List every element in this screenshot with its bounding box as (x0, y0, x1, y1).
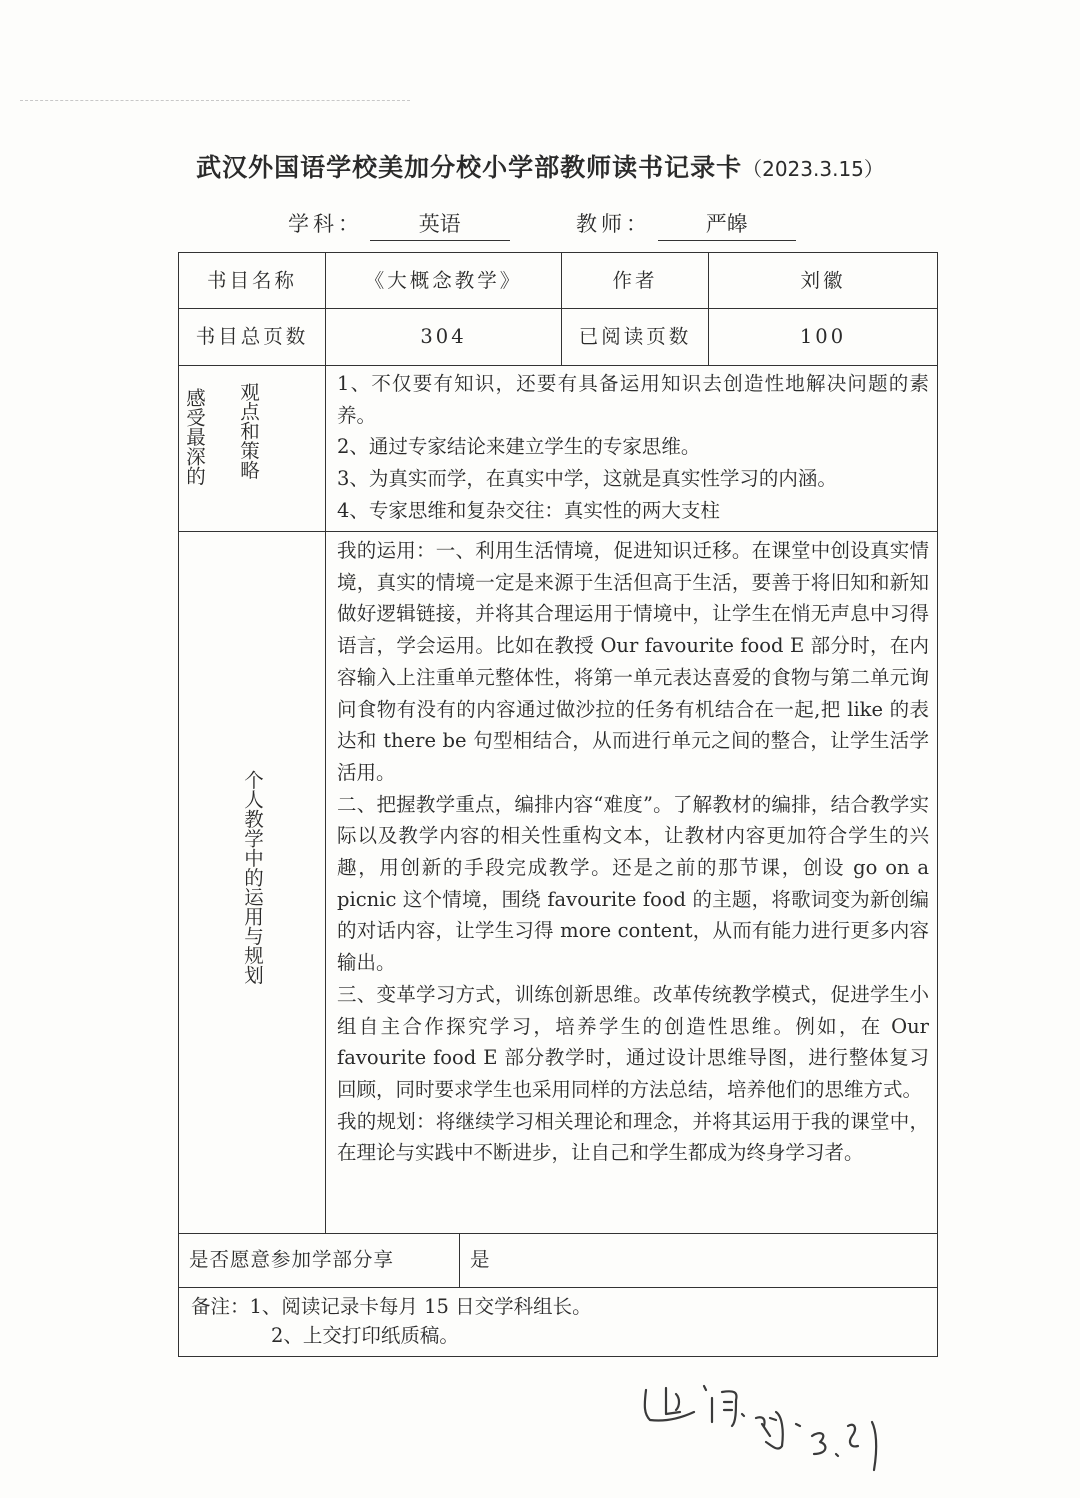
insight-item: 4、专家思维和复杂交往：真实性的两大支柱 (337, 498, 720, 522)
insights-label-left: 感受最深的 (183, 388, 206, 486)
subject-label: 学科： (288, 212, 363, 236)
note-item: 2、上交打印纸质稿。 (271, 1324, 459, 1347)
share-label-cell (179, 1234, 562, 1288)
share-row (179, 1234, 938, 1288)
insight-item: 2、通过专家结论来建立学生的专家思维。 (337, 435, 701, 459)
notes-line-2 (191, 1321, 927, 1350)
application-label-cell (179, 532, 326, 1234)
book-name-label: 书目名称 (179, 253, 326, 309)
notes-cell (179, 1288, 938, 1357)
insight-item: 3、为真实而学，在真实中学，这就是真实性学习的内涵。 (337, 467, 837, 491)
author-value: 刘徽 (709, 253, 938, 309)
author-label: 作者 (562, 253, 709, 309)
scan-artifact-line (20, 100, 410, 101)
share-value: 是 (470, 1248, 491, 1271)
total-pages-value: 304 (326, 309, 562, 366)
title-date: （2023.3.15） (742, 157, 884, 181)
share-divider (459, 1234, 460, 1287)
subject-field (288, 208, 510, 241)
title-text: 武汉外国语学校美加分校小学部教师读书记录卡 (196, 153, 743, 182)
insights-content (326, 366, 938, 532)
teacher-field (576, 208, 796, 241)
insights-label-cell (179, 366, 326, 532)
teacher-value: 严皞 (658, 208, 796, 241)
teacher-label: 教师： (576, 212, 651, 236)
application-paragraph: 我的规划：将继续学习相关理论和理念，并将其运用于我的课堂中，在理论与实践中不断进步，让自己和学生都成为终身学习者。 (337, 1109, 930, 1165)
notes-line-1 (191, 1292, 927, 1321)
note-item: 1、阅读记录卡每月 15 日交学科组长。 (249, 1295, 592, 1318)
read-pages-label: 已阅读页数 (562, 309, 709, 366)
insight-item: 1、不仅要有知识，还要有具备运用知识去创造性地解决问题的素养。 (337, 372, 930, 427)
application-paragraph: 三、变革学习方式，训练创新思维。改革传统教学模式，促进学生小组自主合作探究学习，培养学生的创造性思维。例如，在 Our favourite food E 部分教学时，通过设计思维导图，进行整体复习回顾，同时要求学生也采用同样的方法总结，培养他们的思维方式。 (337, 982, 930, 1101)
application-content (326, 532, 938, 1234)
page-title (0, 148, 1080, 184)
insights-row (179, 366, 938, 532)
handwritten-signature (636, 1376, 896, 1486)
pages-row (179, 309, 938, 366)
signature-icon (636, 1376, 896, 1486)
book-name-value: 《大概念教学》 (326, 253, 562, 309)
subject-value: 英语 (370, 208, 510, 241)
application-row (179, 532, 938, 1234)
notes-label: 备注： (191, 1295, 250, 1318)
share-empty (562, 1234, 938, 1288)
notes-row (179, 1288, 938, 1357)
application-paragraph: 二、把握教学重点，编排内容“难度”。了解教材的编排，结合教学实际以及教学内容的相关性重构文本，让教材内容更加符合学生的兴趣，用创新的手段完成教学。还是之前的那节课，创设 go on a picnic 这个情境，围绕 favourite food 的主题，将歌词变为新创编的对话内容，让学生习得 more content，从而有能力进行更多内容输出。 (337, 792, 930, 975)
read-pages-value: 100 (709, 309, 938, 366)
book-name-row (179, 253, 938, 309)
total-pages-label: 书目总页数 (179, 309, 326, 366)
application-label: 个人教学中的运用与规划 (241, 770, 264, 985)
application-paragraph: 我的运用：一、利用生活情境，促进知识迁移。在课堂中创设真实情境，真实的情境一定是来源于生活但高于生活，要善于将旧知和新知做好逻辑链接，并将其合理运用于情境中，让学生在悄无声息中习得语言，学会运用。比如在教授 Our favourite food E 部分时，在内容输入上注重单元整体性，将第一单元表达喜爱的食物与第二单元询问食物有没有的内容通过做沙拉的任务有机结合在一起,把 like 的表达和 there be 句型相结合，从而进行单元之间的整合，让学生活学活用。 (337, 539, 930, 784)
record-card-table (178, 252, 938, 1357)
share-label: 是否愿意参加学部分享 (189, 1248, 395, 1271)
insights-label-right: 观点和策略 (237, 382, 260, 480)
